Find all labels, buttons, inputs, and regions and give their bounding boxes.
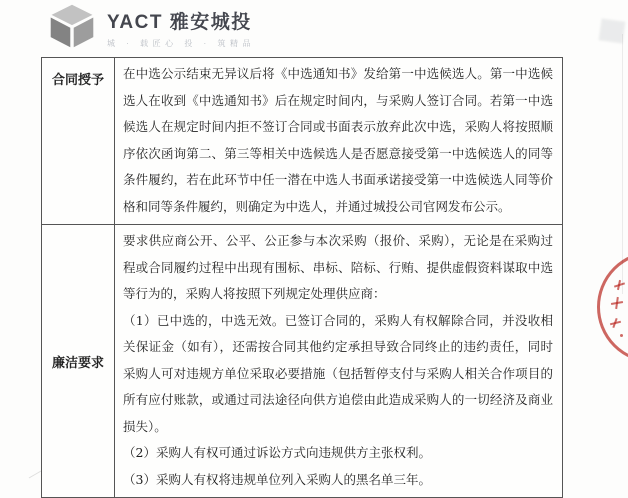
paragraph-contract-award: 在中选公示结束无异议后将《中选通知书》发给第一中选候选人。第一中选候选人在收到《中选通知书》后在规定时间内，与采购人签订合同。若第一中选候选人在规定时间内拒不签订合同或书面表示放弃此次中选，采购人将按照顺序依次函询第二、第三等相关中选候选人是否愿意接受第一中选候选人的同等条件履约，若在此环节中任一潜在中选人书面承诺接受第一中选候选人同等价格和同等条件履约，则确定为中选人，并通过城投公司官网发布公示。 bbox=[123, 66, 553, 214]
paragraph-integrity-item-2: （2）采购人有权可通过诉讼方式向违规供方主张权利。 bbox=[123, 445, 431, 460]
brand-name: YACT 雅安城投 bbox=[107, 12, 252, 33]
table-row-contract-award bbox=[42, 58, 562, 225]
seal-fragment-marks bbox=[608, 280, 628, 338]
row-header-integrity: 廉洁要求 bbox=[42, 225, 115, 497]
paragraph-integrity-intro: 要求供应商公开、公平、公正参与本次采购（报价、采购），无论是在采购过程或合同履约过程中出现有围标、串标、陪标、行贿、提供虚假资料谋取中选等行为的，采购人将按照下列规定处理供应商： bbox=[123, 233, 553, 301]
row-header-contract-award: 合同授予 bbox=[42, 58, 115, 224]
red-seal-stamp bbox=[597, 251, 628, 363]
paragraph-integrity-item-1: （1）已中选的，中选无效。已签订合同的，采购人有权解除合同，并没收相关保证金（如有），还需按合同其他约定承担导致合同终止的违约责任，同时采购人可对违规方单位采取必要措施（包括暂停支付与采购人相关合作项目的所有应付账款，或通过司法途径向供方追偿由此造成采购人的一切经济及商业损失）。 bbox=[123, 312, 553, 434]
contract-terms-table bbox=[41, 57, 563, 498]
row-content-integrity bbox=[115, 225, 562, 497]
scan-corner-mark bbox=[29, 471, 42, 479]
cube-logo-icon bbox=[46, 3, 98, 49]
table-row-integrity bbox=[42, 225, 562, 497]
row-content-contract-award bbox=[115, 58, 562, 224]
logo bbox=[46, 3, 255, 49]
scan-edge-line bbox=[622, 34, 623, 294]
logo-text bbox=[107, 3, 255, 49]
paragraph-integrity-item-3: （3）采购人有权将违规单位列入采购人的黑名单三年。 bbox=[123, 471, 431, 487]
brand-tagline: 城 · 载匠心 投 · 筑精品 bbox=[107, 39, 255, 48]
